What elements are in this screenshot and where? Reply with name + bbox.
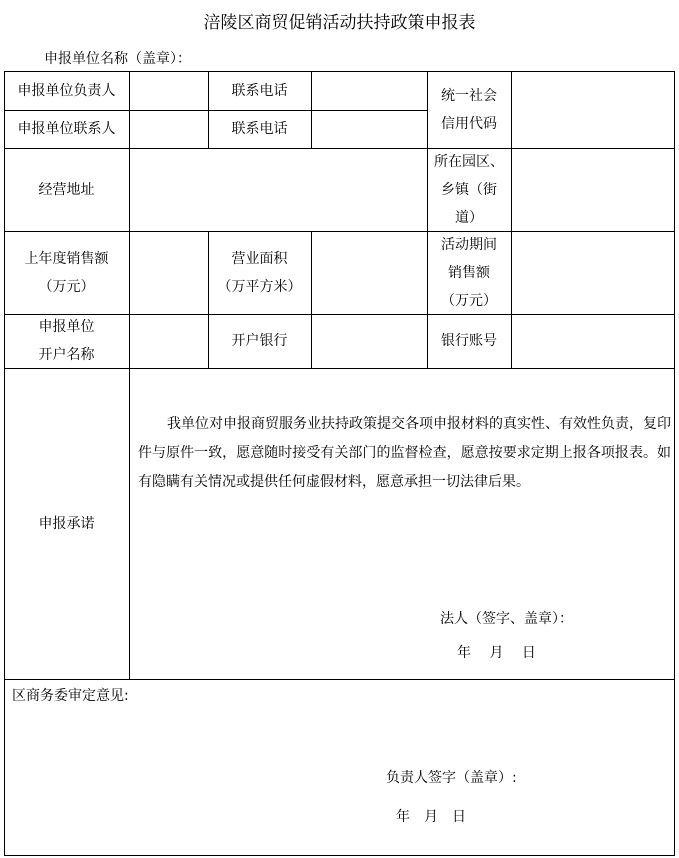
district-field[interactable] (511, 148, 674, 231)
phone-label-2: 联系电话 (231, 121, 288, 137)
business-area-label-line2: （万平方米） (217, 278, 302, 295)
account-number-label: 银行账号 (441, 333, 497, 349)
account-number-field[interactable] (511, 314, 674, 368)
phone-field-1[interactable] (311, 71, 427, 110)
business-area-field[interactable] (311, 231, 427, 314)
last-year-sales-label (4, 231, 129, 314)
account-name-label-line2: 开户名称 (38, 347, 95, 363)
phone-label-1: 联系电话 (231, 82, 288, 99)
period-sales-label (427, 231, 511, 314)
address-field[interactable] (129, 148, 427, 231)
review-signature-label: 负责人签字（盖章）: (386, 770, 517, 786)
credit-code-field[interactable] (511, 71, 674, 148)
principal-label: 申报单位负责人 (17, 82, 116, 99)
phone-field-2[interactable] (311, 110, 427, 148)
last-year-sales-field[interactable] (129, 231, 208, 314)
form-title: 涪陵区商贸促销活动扶持政策申报表 (203, 13, 476, 33)
period-sales-field[interactable] (511, 231, 674, 314)
business-area-label (208, 231, 311, 314)
credit-code-label (427, 71, 511, 148)
bank-field[interactable] (311, 314, 427, 368)
last-year-sales-label-line1: 上年度销售额 (24, 250, 109, 267)
account-name-label-line1: 申报单位 (38, 319, 95, 335)
review-label: 区商务委审定意见: (12, 688, 129, 704)
legal-signature-label: 法人（签字、盖章）： (440, 611, 573, 627)
period-sales-label-line3: （万元） (441, 292, 497, 309)
review-date: 年 月 日 (396, 809, 466, 825)
unit-name-label: 申报单位名称（盖章）： (44, 51, 191, 67)
pledge-date: 年 月 日 (457, 645, 536, 661)
account-name-label (4, 314, 129, 368)
pledge-text: 我单位对申报商贸服务业扶持政策提交各项申报材料的真实性、有效性负责，复印件与原件一致，愿意随时接受有关部门的监督检查，愿意按要求定期上报各项报表。如有隐瞒有关情况或提供任何虚假材料，愿意承担一切法律后果。 (138, 416, 671, 490)
account-name-field[interactable] (129, 314, 208, 368)
contact-label: 申报单位联系人 (17, 121, 116, 137)
district-label-line1: 所在园区、 (434, 153, 504, 170)
period-sales-label-line1: 活动期间 (441, 236, 497, 253)
address-label: 经营地址 (38, 181, 95, 198)
contact-field[interactable] (129, 110, 208, 148)
credit-code-label-line2: 信用代码 (441, 115, 497, 132)
credit-code-label-line1: 统一社会 (441, 87, 497, 104)
last-year-sales-label-line2: （万元） (38, 278, 95, 295)
pledge-label: 申报承诺 (38, 515, 95, 532)
principal-field[interactable] (129, 71, 208, 110)
business-area-label-line1: 营业面积 (231, 250, 288, 267)
bank-label: 开户银行 (231, 333, 288, 349)
district-label-line2: 乡镇（街 (441, 181, 497, 198)
period-sales-label-line2: 销售额 (448, 264, 490, 281)
district-label-line3: 道） (455, 209, 483, 226)
district-label (427, 148, 511, 231)
